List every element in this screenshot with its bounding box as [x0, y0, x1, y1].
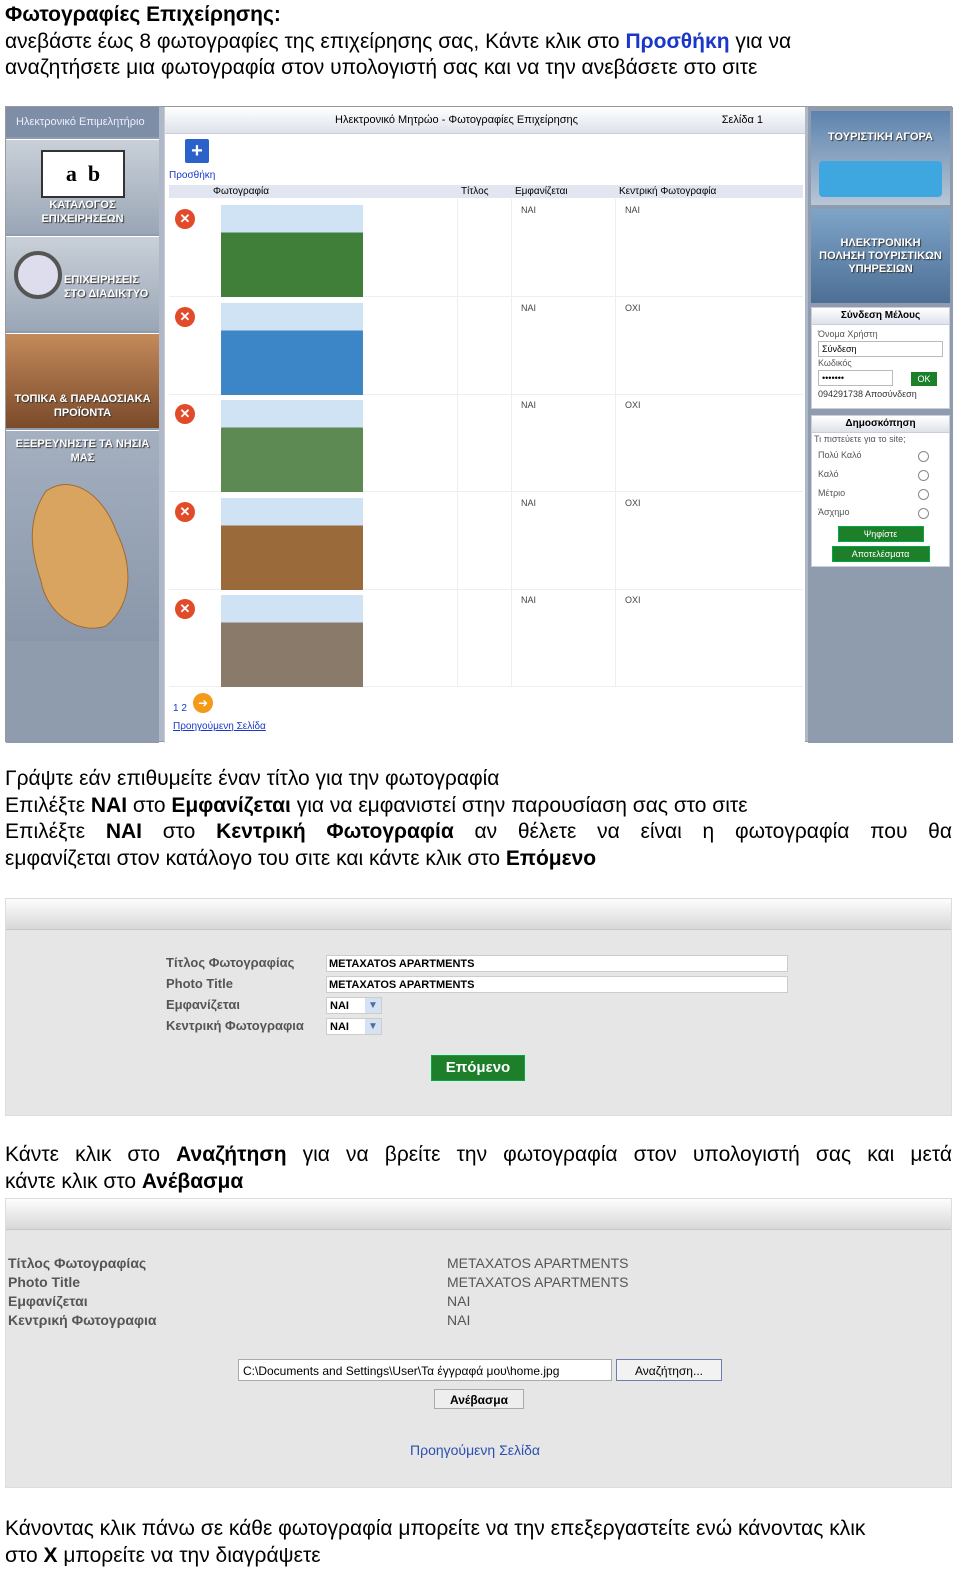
radio-icon[interactable]: [918, 508, 929, 519]
instruction-text: στο: [141, 820, 217, 843]
table-header: [169, 185, 803, 198]
username-label: Όνομα Χρήστη: [818, 329, 878, 339]
instruction-text: Επιλέξτε: [5, 793, 91, 817]
section-title: Φωτογραφίες Επιχείρησης:: [5, 3, 281, 26]
registry-title: Ηλεκτρονικό Μητρώο - Φωτογραφίες Επιχείρησης: [335, 114, 578, 126]
book-icon: a b: [41, 150, 125, 198]
results-button[interactable]: Αποτελέσματα: [832, 546, 930, 562]
previous-page-link[interactable]: Προηγούμενη Σελίδα: [173, 721, 266, 732]
table-row: [169, 297, 803, 395]
shown-value: ΝΑΙ: [447, 1293, 471, 1309]
next-page-icon[interactable]: ➜: [193, 693, 213, 713]
column-divider: [457, 492, 458, 589]
table-row: [169, 589, 803, 687]
upload-form-screenshot: [5, 1198, 952, 1488]
radio-icon[interactable]: [918, 470, 929, 481]
right-sidebar: [808, 107, 953, 743]
sidebar-header: Ηλεκτρονικό Επιμελητήριο: [6, 107, 159, 137]
instruction-text: στο: [5, 1543, 44, 1567]
column-divider: [457, 199, 458, 296]
column-header: Κεντρική Φωτογραφία: [619, 186, 717, 197]
photo-title-input[interactable]: METAXATOS APARTMENTS: [326, 976, 788, 993]
table-row: [169, 199, 803, 297]
tile-label: ΕΠΙΧΕΙΡΗΣΕΙΣ ΣΤΟ ΔΙΑΔΙΚΤΥΟ: [64, 274, 149, 300]
shown-select[interactable]: [326, 997, 382, 1014]
shown-label: Εμφανίζεται: [166, 997, 240, 1012]
emphasis-text: Ανέβασμα: [141, 1169, 244, 1193]
shown-cell: ΝΑΙ: [521, 302, 537, 313]
radio-icon[interactable]: [918, 451, 929, 462]
title-value: METAXATOS APARTMENTS: [447, 1255, 629, 1271]
delete-icon[interactable]: ✕: [175, 307, 195, 327]
photo-details-form-screenshot: [5, 898, 952, 1116]
closing-paragraph: [5, 1516, 952, 1569]
instruction-text: εμφανίζεται στον κατάλογο του σιτε και κάντε κλικ στο: [5, 846, 506, 870]
add-link-text: Προσθήκη: [625, 29, 730, 53]
column-divider: [457, 589, 458, 686]
column-divider: [511, 394, 512, 491]
intro-paragraph: [5, 2, 952, 82]
pool-image: [819, 161, 942, 197]
e-sales-banner[interactable]: [811, 209, 950, 303]
delete-icon[interactable]: ✕: [175, 502, 195, 522]
left-sidebar: [6, 107, 159, 743]
poll-option[interactable]: [812, 484, 949, 503]
next-button[interactable]: Επόμενο: [431, 1055, 525, 1081]
tile-label: ΕΞΕΡΕΥΝΗΣΤΕ ΤΑ ΝΗΣΙΑ ΜΑΣ: [15, 438, 150, 464]
instruction-text: αν θέλετε να είναι η φωτογραφία που θα: [453, 820, 952, 843]
upload-button[interactable]: Ανέβασμα: [434, 1389, 524, 1409]
vote-button[interactable]: Ψηφίστε: [838, 526, 924, 542]
column-divider: [615, 394, 616, 491]
member-info[interactable]: 094291738 Αποσύνδεση: [818, 389, 917, 399]
main-photo-cell: ΝΑΙ: [625, 205, 641, 215]
main-photo-cell: ΟΧΙ: [625, 400, 641, 410]
intro-text: αναζητήσετε μια φωτογραφία στον υπολογιστή σας και να την ανεβάσετε στο σιτε: [5, 56, 758, 79]
table-row: [169, 492, 803, 590]
shown-cell: ΝΑΙ: [521, 497, 537, 508]
photo-thumbnail[interactable]: [221, 595, 363, 687]
table-row: [169, 394, 803, 492]
islands-map-tile[interactable]: [6, 430, 159, 641]
password-field[interactable]: •••••••: [818, 370, 893, 386]
main-photo-cell: ΟΧΙ: [625, 497, 641, 508]
banner-label: ΗΛΕΚΤΡΟΝΙΚΗ ΠΟΛΗΣΗ ΤΟΥΡΙΣΤΙΚΩΝ ΥΠΗΡΕΣΙΩΝ: [819, 237, 942, 275]
shown-label: Εμφανίζεται: [8, 1293, 88, 1309]
emphasis-text: Εμφανίζεται: [171, 793, 291, 817]
shown-cell: ΝΑΙ: [521, 205, 537, 215]
instructions-paragraph: [5, 766, 952, 872]
form-top-bar: [6, 899, 951, 930]
shown-select-value: ΝΑΙ: [330, 1000, 349, 1012]
ok-button[interactable]: OK: [911, 372, 937, 386]
column-header: Εμφανίζεται: [515, 186, 568, 197]
intro-text: για να: [729, 29, 792, 53]
photo-thumbnail[interactable]: [221, 303, 363, 395]
poll-panel: [811, 415, 950, 567]
emphasis-text: Αναζήτηση: [176, 1143, 287, 1166]
shown-cell: ΝΑΙ: [521, 400, 537, 410]
radio-icon[interactable]: [918, 489, 929, 500]
column-header: Τίτλος: [461, 186, 489, 197]
main-select-value: ΝΑΙ: [330, 1021, 349, 1033]
column-divider: [615, 199, 616, 296]
poll-options: [812, 446, 949, 522]
photo-list-screenshot: [5, 106, 952, 742]
instruction-text: για να εμφανιστεί στην παρουσίαση σας στο σιτε: [290, 793, 748, 817]
title-label: Τίτλος Φωτογραφίας: [8, 1255, 147, 1271]
catalog-tile[interactable]: [6, 139, 159, 234]
photo-thumbnail[interactable]: [221, 498, 363, 590]
instruction-text: Κάνοντας κλικ πάνω σε κάθε φωτογραφία μπορείτε να την επεξεργαστείτε ενώ κάνοντας κλικ: [5, 1517, 866, 1540]
add-icon[interactable]: +: [185, 139, 209, 163]
emphasis-text: Επόμενο: [505, 846, 597, 870]
poll-question: Τι πιστεύετε για το site;: [814, 434, 906, 444]
add-link[interactable]: Προσθήκη: [169, 170, 216, 181]
tile-label: ΚΑΤΑΛΟΓΟΣ ΕΠΙΧΕΙΡΗΣΕΩΝ: [41, 199, 124, 225]
poll-option-label: Πολύ Καλό: [818, 450, 862, 460]
photo-thumbnail[interactable]: [221, 205, 363, 297]
emphasis-text: Χ: [43, 1543, 58, 1567]
photo-title-value: METAXATOS APARTMENTS: [447, 1274, 629, 1290]
column-divider: [615, 589, 616, 686]
poll-option-label: Μέτριο: [818, 488, 846, 498]
poll-heading: Δημοσκόπηση: [812, 416, 949, 433]
column-divider: [457, 297, 458, 394]
pager[interactable]: 1 2: [173, 703, 187, 714]
poll-option-label: Καλό: [818, 469, 839, 479]
emphasis-text: ΝΑΙ: [90, 793, 128, 817]
photo-thumbnail[interactable]: [221, 400, 363, 492]
photo-registry-panel: [164, 107, 805, 743]
password-label: Κωδικός: [818, 358, 852, 368]
instruction-text: για να βρείτε την φωτογραφία στον υπολογιστή σας και μετά: [286, 1143, 952, 1166]
column-divider: [615, 492, 616, 589]
main-photo-label: Κεντρική Φωτογραφια: [166, 1018, 304, 1033]
main-photo-cell: ΟΧΙ: [625, 302, 641, 313]
poll-option[interactable]: [812, 446, 949, 465]
delete-icon[interactable]: ✕: [175, 404, 195, 424]
column-divider: [511, 199, 512, 296]
shown-cell: ΝΑΙ: [521, 595, 537, 605]
page-indicator: Σελίδα 1: [721, 114, 763, 126]
chevron-down-icon: ▼: [365, 1019, 381, 1034]
magnifier-icon: [14, 251, 62, 299]
previous-page-link[interactable]: Προηγούμενη Σελίδα: [410, 1442, 540, 1458]
main-photo-label: Κεντρική Φωτογραφια: [8, 1312, 157, 1328]
products-tile[interactable]: [6, 333, 159, 428]
login-panel: [811, 307, 950, 409]
file-path-input[interactable]: C:\Documents and Settings\User\Τα έγγραφά μου\home.jpg: [238, 1359, 612, 1381]
column-divider: [511, 589, 512, 686]
registry-title-bar: [165, 107, 805, 134]
poll-option[interactable]: [812, 465, 949, 484]
chevron-down-icon: ▼: [365, 998, 381, 1013]
tourist-market-banner[interactable]: [811, 111, 950, 205]
username-field[interactable]: Σύνδεση: [818, 341, 943, 357]
main-photo-value: ΝΑΙ: [447, 1312, 471, 1328]
emphasis-text: ΝΑΙ: [105, 820, 142, 843]
instruction-text: κάντε κλικ στο: [5, 1169, 142, 1193]
intro-text: ανεβάστε έως 8 φωτογραφίες της επιχείρησης σας, Κάντε κλικ στο: [5, 29, 626, 53]
delete-icon[interactable]: ✕: [175, 209, 195, 229]
column-divider: [511, 492, 512, 589]
online-business-tile[interactable]: [6, 236, 159, 331]
upload-instructions: [5, 1142, 952, 1195]
column-divider: [511, 297, 512, 394]
column-header: Φωτογραφία: [213, 186, 269, 197]
main-photo-cell: ΟΧΙ: [625, 595, 641, 605]
photo-title-label: Photo Title: [8, 1274, 81, 1290]
poll-option[interactable]: [812, 503, 949, 522]
instruction-text: Επιλέξτε: [5, 820, 106, 843]
column-divider: [615, 297, 616, 394]
poll-option-label: Άσχημο: [818, 507, 850, 517]
instruction-text: στο: [127, 793, 172, 817]
banner-label: ΤΟΥΡΙΣΤΙΚΗ ΑΓΟΡΑ: [828, 131, 933, 143]
tile-label: ΤΟΠΙΚΑ & ΠΑΡΑΔΟΣΙΑΚΑ ΠΡΟΪΟΝΤΑ: [14, 393, 151, 419]
instruction-text: μπορείτε να την διαγράψετε: [57, 1543, 321, 1567]
emphasis-text: Κεντρική Φωτογραφία: [216, 820, 454, 843]
instruction-text: Γράψτε εάν επιθυμείτε έναν τίτλο για την φωτογραφία: [5, 767, 500, 790]
photo-title-label: Photo Title: [166, 976, 233, 991]
instruction-text: Κάντε κλικ στο: [5, 1143, 177, 1166]
main-photo-select[interactable]: [326, 1018, 382, 1035]
form-top-bar: [6, 1199, 951, 1230]
column-divider: [457, 394, 458, 491]
island-map-icon: [6, 431, 159, 641]
browse-button[interactable]: Αναζήτηση...: [616, 1359, 722, 1381]
login-heading: Σύνδεση Μέλους: [812, 308, 949, 325]
delete-icon[interactable]: ✕: [175, 599, 195, 619]
title-label: Τίτλος Φωτογραφίας: [166, 955, 295, 970]
title-input[interactable]: METAXATOS APARTMENTS: [326, 955, 788, 972]
